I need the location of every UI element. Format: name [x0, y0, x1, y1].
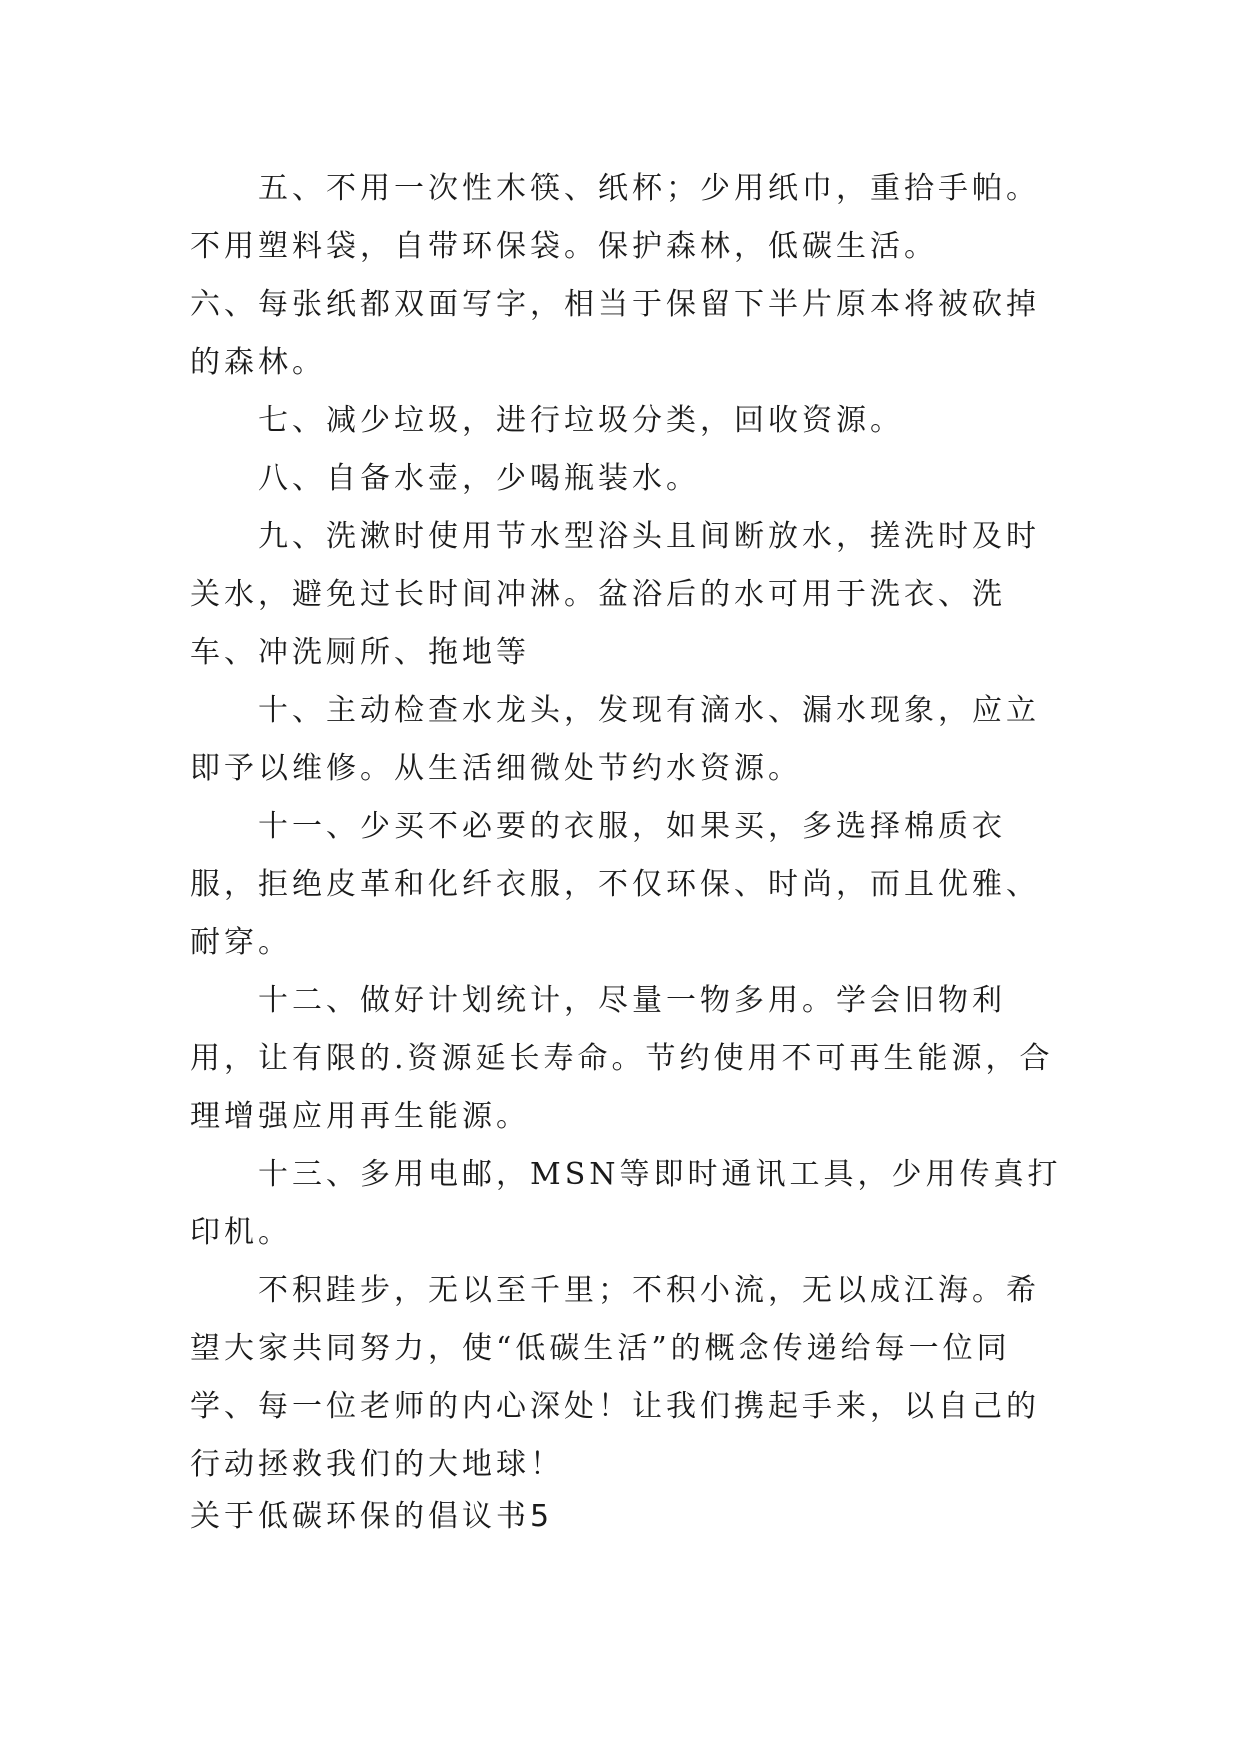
paragraph-6: 六、每张纸都双面写字，相当于保留下半片原本将被砍掉的森林。: [190, 287, 1040, 380]
paragraph-11: 十一、少买不必要的衣服，如果买，多选择棉质衣服，拒绝皮革和化纤衣服，不仅环保、时尚，而且优雅、耐穿。: [190, 809, 1040, 960]
paragraph-8: 八、自备水壶，少喝瓶装水。: [258, 461, 700, 496]
document-body: [190, 160, 1070, 1494]
section-title: 关于低碳环保的倡议书5: [190, 1499, 554, 1534]
closing-paragraph: 不积跬步，无以至千里；不积小流，无以成江海。希望大家共同努力，使“低碳生活”的概念传递给每一位同学、每一位老师的内心深处！让我们携起手来，以自己的行动拯救我们的大地球！: [190, 1273, 1040, 1482]
paragraph-9: 九、洗漱时使用节水型浴头且间断放水，搓洗时及时关水，避免过长时间冲淋。盆浴后的水可用于洗衣、洗车、冲洗厕所、拖地等: [190, 519, 1040, 670]
paragraph-13: 十三、多用电邮，MSN等即时通讯工具，少用传真打印机。: [190, 1157, 1062, 1250]
paragraph-7: 七、减少垃圾，进行垃圾分类，回收资源。: [258, 403, 904, 438]
paragraph-12: 十二、做好计划统计，尽量一物多用。学会旧物利用，让有限的.资源延长寿命。节约使用不可再生能源，合理增强应用再生能源。: [190, 983, 1054, 1134]
paragraph-10: 十、主动检查水龙头，发现有滴水、漏水现象，应立即予以维修。从生活细微处节约水资源。: [190, 693, 1040, 786]
paragraph-5: 五、不用一次性木筷、纸杯；少用纸巾，重拾手帕。不用塑料袋，自带环保袋。保护森林，低碳生活。: [190, 171, 1040, 264]
